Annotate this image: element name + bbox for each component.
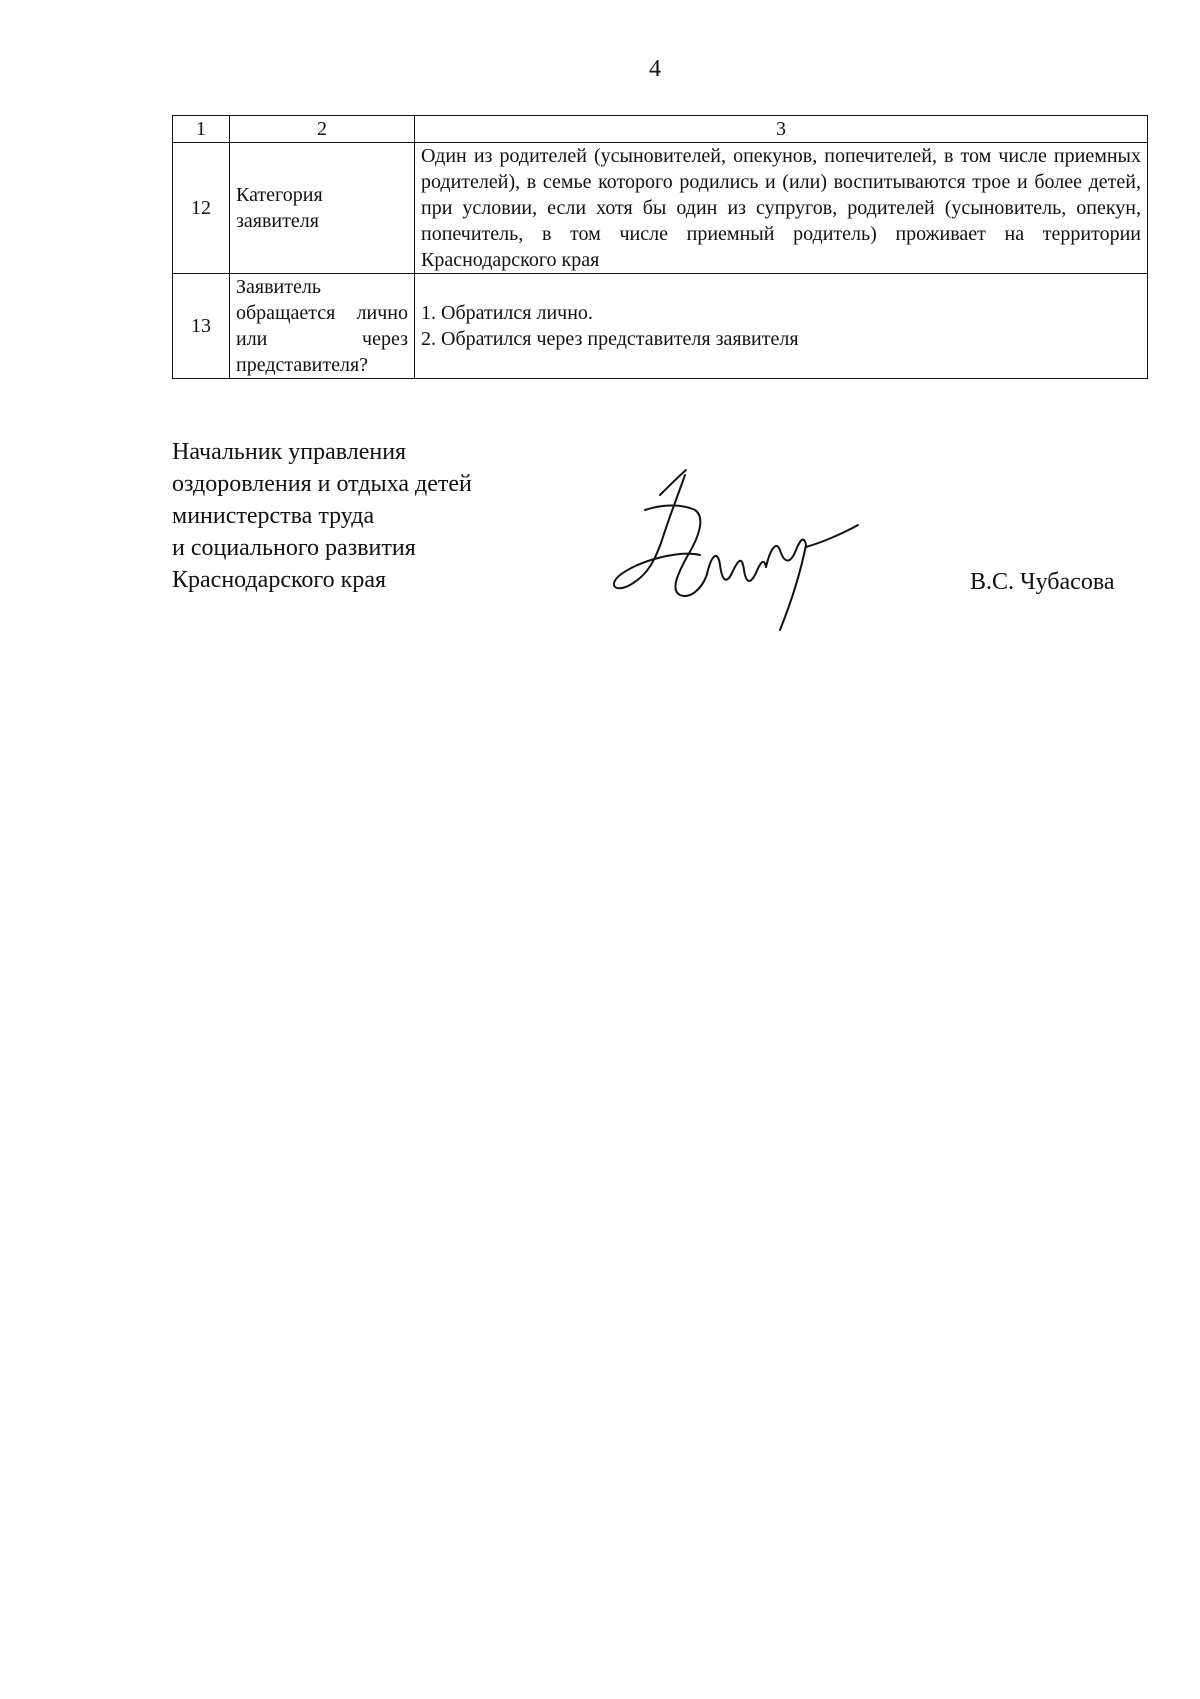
row-description-line: 2. Обратился через представителя заявителя — [421, 328, 799, 350]
row-label-text: Заявитель обращается лично или через представителя? — [236, 276, 408, 376]
signer-position-line: Краснодарского края — [172, 567, 387, 593]
row-number: 13 — [173, 274, 230, 379]
signer-position-line: оздоровления и отдыха детей — [172, 471, 472, 497]
row-label — [230, 143, 415, 274]
row-label-text: Категория заявителя — [236, 184, 323, 232]
page-number: 4 — [649, 56, 661, 82]
table-header-cell: 2 — [230, 116, 415, 143]
table-header-cell: 3 — [415, 116, 1148, 143]
table-row — [173, 143, 1148, 274]
data-table — [172, 115, 1148, 379]
row-description — [415, 143, 1148, 274]
row-label — [230, 274, 415, 379]
handwritten-signature — [600, 455, 870, 635]
table-header-row — [173, 116, 1148, 143]
row-description-line: Один из родителей (усыновителей, опекунов, попечителей, в том числе приемных родителей), в семье которого родились и (или) воспитываются трое и более детей, при условии, если хотя бы один из супругов, родителей (усыновитель, опекун, попечитель, в том числе приемный родитель) проживает на территории Краснодарского края — [421, 145, 1141, 271]
signer-position-line: и социального развития — [172, 535, 416, 561]
row-number: 12 — [173, 143, 230, 274]
table-header-cell: 1 — [173, 116, 230, 143]
row-description — [415, 274, 1148, 379]
signer-position — [172, 436, 472, 596]
table-row — [173, 274, 1148, 379]
signer-name: В.С. Чубасова — [970, 569, 1115, 595]
signer-position-line: Начальник управления — [172, 439, 407, 465]
row-description-line: 1. Обратился лично. — [421, 302, 593, 324]
signer-position-line: министерства труда — [172, 503, 375, 529]
